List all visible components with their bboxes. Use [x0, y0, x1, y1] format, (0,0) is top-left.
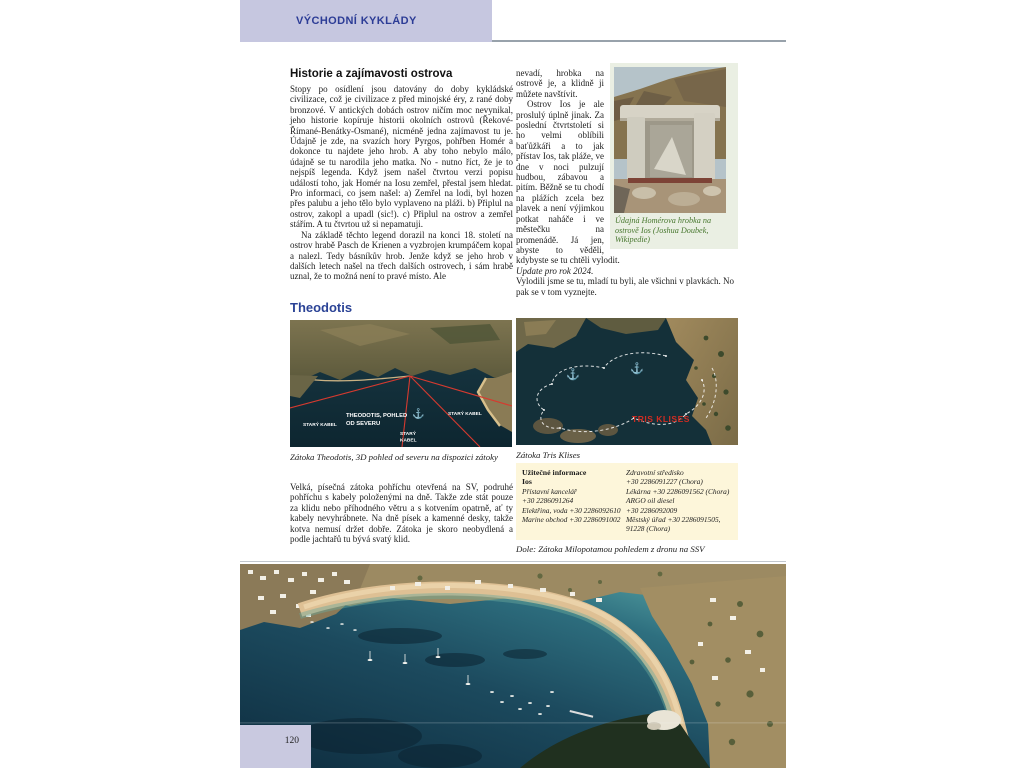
milopotamou-photo-image	[240, 564, 786, 768]
history-heading: Historie a zajímavosti ostrova	[290, 68, 453, 80]
infobox-line: Marine obchod +30 2286091002	[522, 515, 621, 525]
map-label-stary-center-1: STARÝ	[400, 432, 416, 437]
tomb-photo-image	[614, 67, 726, 213]
infobox-title: Užitečné informace	[522, 468, 587, 477]
infobox-line: +30 2286091227 (Chora)	[626, 477, 703, 487]
anchor-icon: ⚓	[630, 363, 644, 375]
page-number-box	[240, 725, 311, 768]
infobox-line: Elektřina, voda +30 2286092610	[522, 505, 621, 515]
history-col2-para-2: Ostrov Ios je ale proslulý úplně jinak. Za poslední čtvrtstoletí si ho velmi oblíbili baťůžkáři a to jak přístav Ios, tak pláže, ve dne v noci pulzují hudbou, zábavou a pitím. Běžně se tu chodí na plážích zcela bez plavek a není výjimkou potkat naháče i ve městečku na promenádě. Já jen, abyste to věděli, kdybyste se tu chtěli vylodit.	[516, 99, 620, 266]
theodotis-caption: Zátoka Theodotis, 3D pohled od severu na dispozici zátoky	[290, 452, 498, 462]
page-number: 120	[284, 736, 299, 746]
theodotis-heading: Theodotis	[290, 300, 353, 315]
photo-top-rule	[240, 561, 786, 562]
theodotis-map-image	[290, 320, 512, 447]
infobox-line: Městský úřad +30 2286091505, 91228 (Chora)	[626, 515, 721, 534]
history-col2-update: Update pro rok 2024.	[516, 265, 594, 276]
history-col2-para-1: nevadí, hrobka na ostrově je, a klidně ji můžete navštívit.	[516, 68, 604, 99]
infobox-line: Zdravotní středisko	[626, 468, 684, 477]
map-label-stary-kabel-right: STARÝ KABEL	[448, 412, 482, 417]
tris-klises-map-image	[516, 318, 738, 445]
bottom-photo-caption: Dole: Zátoka Milopotamou pohledem z dronu na SSV	[516, 544, 705, 554]
tris-klises-caption: Zátoka Tris Klises	[516, 450, 581, 460]
infobox-subtitle: Ios	[522, 477, 532, 487]
map-label-title-1: THEODOTIS, POHLED	[346, 413, 408, 419]
history-para-2: Na základě těchto legend dorazil na konci 18. století na ostrov hrabě Pasch de Krienen a vyzbrojen krumpáčem kopal a nalezl. Tedy básníkův hrob. Jenže když se jeho hrob v dalších letech našel na třech dalších ostrovech, i sám hrabě uznal, že to možná není to pravé místo. Ale	[290, 229, 513, 282]
infobox-right-column	[626, 468, 733, 536]
page-header-title: VÝCHODNÍ KYKLÁDY	[296, 15, 417, 27]
history-para-1: Stopy po osídlení jsou datovány do doby kykládské civilizace, což je civilizace z před minojské éry, z rané doby bronzové. V antických dobách ostrov ničím moc nevynikal, jeho historie kopíruje historii okolních ostrovů (Řekové-Římané-Benátky-Osmané), nicméně jedna zajímavost tu je. Údajně je zde, na svazích hory Pyrgos, pohřben Homér a dokonce tu najdete jeho hrob. A aby toho nebylo málo, údajně se tu narodila jeho matka. No - nutno říct, že je to nejspíš legenda. Když jsem našel čtvrtou verzi popisu událostí toho, jak Homér na Iosu zemřel, přestal jsem hledat. Pro informaci, co jsem našel: a) Zemřel na lodi, byl hozen přes palubu a jeho tělo bylo vyplaveno na pláži. b) Připlul na ostrov, zakopl a upadl (sic!). c) Připlul na ostrov a zemřel stářím. A tu čtvrtou už si nepamatuji.	[290, 84, 513, 230]
history-section	[290, 68, 513, 282]
history-col2-para-3: Vylodili jsme se tu, mladí tu byli, ale všichni v plavkách. No pak se v tom vyznejte.	[516, 276, 734, 297]
infobox-line: ARGO oil diesel	[626, 496, 675, 506]
anchor-icon: ⚓	[412, 409, 425, 420]
infobox-line: Lékárna +30 2286091562 (Chora)	[626, 486, 730, 496]
useful-info-box	[516, 463, 738, 540]
infobox-line: Přístavní kancelář	[522, 486, 577, 496]
tomb-figure	[610, 63, 738, 249]
tris-klises-map-title: TRIS KLISES	[632, 414, 690, 424]
anchor-icon: ⚓	[566, 369, 580, 381]
infobox-line: +30 2286092009	[626, 505, 678, 515]
theodotis-para: Velká, písečná zátoka pohříchu otevřená na SV, podruhé pohříchu s kabely položenými na dně. Takže zde stát pouze za klidu nebo příhodného větru a s kotvením opatrně, ať ty kabely nevyhrábnete. Na dně písek a kamenné desky, takže kotva nemusí držet dobře. Zátoka je skoro neobydlená a podle jachtařů tu bývá svatý klid.	[290, 482, 513, 545]
infobox-left-column	[522, 468, 626, 536]
tomb-caption: Údajná Homérova hrobka na ostrově Ios (Joshua Doubek, Wikipedie)	[615, 216, 712, 245]
infobox-line: +30 2286091264	[522, 496, 574, 506]
header-rule	[492, 40, 786, 42]
history-column-2	[516, 68, 738, 297]
map-label-stary-center-2: KABEL	[400, 438, 417, 444]
map-label-title-2: OD SEVERU	[346, 421, 381, 427]
map-label-stary-kabel-left: STARÝ KABEL	[303, 423, 337, 428]
